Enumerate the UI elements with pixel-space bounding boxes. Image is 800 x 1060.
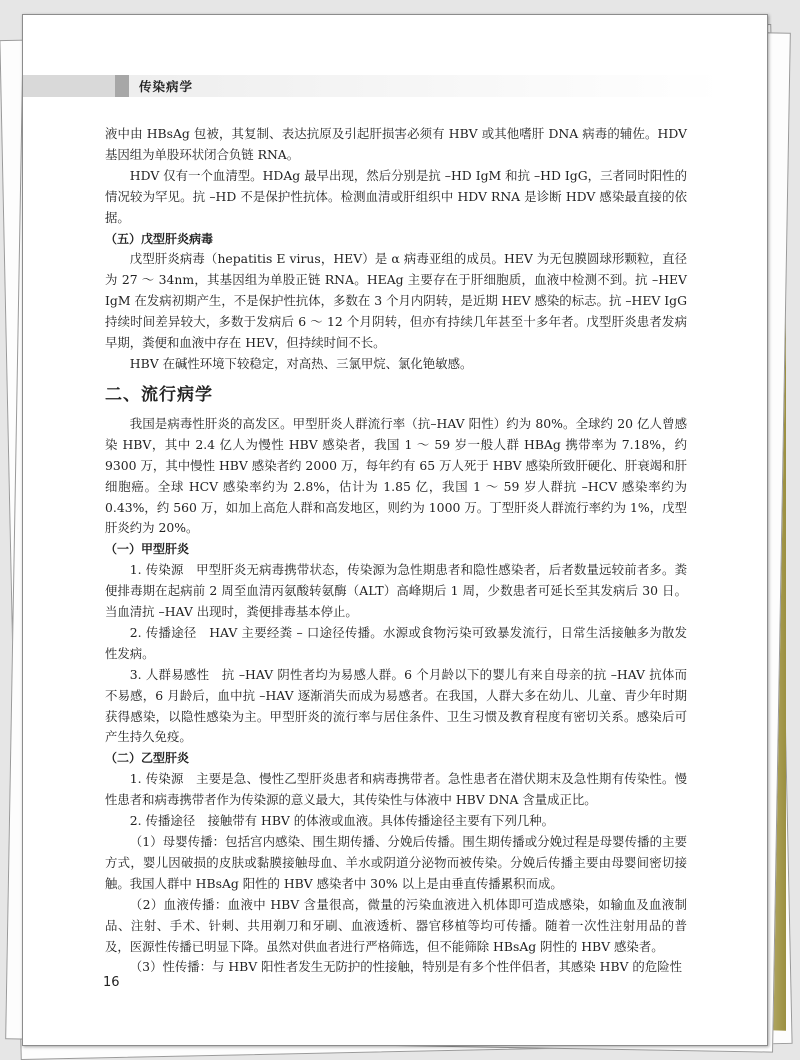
paragraph: 戊型肝炎病毒（hepatitis E virus，HEV）是 α 病毒亚组的成员。HEV 为无包膜圆球形颗粒，直径为 27 ～ 34nm，其基因组为单股正链 RNA。HEAg 主要存在于肝细胞质，血液中检测不到。抗 –HEV IgM 在发病初期产生，不是保护性抗体，多数在 3 个月内阴转，是近期 HEV 感染的标志。抗 –HEV IgG 持续时间差异较大，多数于发病后 6 ～ 12 个月阴转，但亦有持续几年甚至十多年者。戊型肝炎患者发病早期，粪便和血液中存在 HEV，但持续时间不长。 — [105, 251, 687, 351]
paragraph: 1. 传染源 甲型肝炎无病毒携带状态，传染源为急性期患者和隐性感染者，后者数量远较前者多。粪便排毒期在起病前 2 周至血清丙氨酸转氨酶（ALT）高峰期后 1 周，少数患者可延长至其发病后 30 日。当血清抗 –HAV 出现时，粪便排毒基本停止。 — [105, 562, 687, 620]
paragraph: （3）性传播：与 HBV 阳性者发生无防护的性接触，特别是有多个性伴侣者，其感染 HBV 的危险性 — [129, 959, 682, 975]
page-number: 16 — [103, 975, 120, 990]
running-header-title: 传染病学 — [139, 79, 194, 94]
paragraph: HBV 在碱性环境下较稳定，对高热、三氯甲烷、氯化铯敏感。 — [129, 355, 473, 371]
section-heading-epidemiology: 二、流行病学 — [105, 384, 213, 405]
paragraph: 2. 传播途径 HAV 主要经粪 – 口途径传播。水源或食物污染可致暴发流行，日常生活接触多为散发性发病。 — [105, 624, 687, 661]
paragraph: 液中由 HBsAg 包被，其复制、表达抗原及引起肝损害必须有 HBV 或其他嗜肝 DNA 病毒的辅佐。HDV 基因组为单股环状闭合负链 RNA。 — [105, 126, 687, 162]
paragraph: HDV 仅有一个血清型。HDAg 最早出现，然后分别是抗 –HD IgM 和抗 –HD IgG，三者同时阳性的情况较为罕见。抗 –HD 不是保护性抗体。检测血清或肝组织中 HDV RNA 是诊断 HDV 感染最直接的依据。 — [105, 167, 687, 225]
subsection-heading-hav: （一）甲型肝炎 — [105, 542, 190, 557]
paragraph: （2）血液传播：血液中 HBV 含量很高，微量的污染血液进入机体即可造成感染，如输血及血液制品、注射、手术、针刺、共用剃刀和牙刷、血液透析、器官移植等均可传播。随着一次性注射用品的普及，医源性传播已明显下降。虽然对供血者进行严格筛选，但不能筛除 HBsAg 阴性的 HBV 感染者。 — [105, 896, 687, 954]
subsection-heading-hbv: （二）乙型肝炎 — [105, 751, 190, 766]
paragraph: 2. 传播途径 接触带有 HBV 的体液或血液。具体传播途径主要有下列几种。 — [129, 813, 555, 829]
paragraph: 我国是病毒性肝炎的高发区。甲型肝炎人群流行率（抗–HAV 阳性）约为 80%。全球约 20 亿人曾感染 HBV，其中 2.4 亿人为慢性 HBV 感染者，我国 1 ～ 59 岁一般人群 HBAg 携带率为 7.18%，约 9300 万，其中慢性 HBV 感染者约 2000 万，每年约有 65 万人死于 HBV 感染所致肝硬化、肝衰竭和肝细胞癌。全球 HCV 感染率约为 2.8%，估计为 1.85 亿，我国 1 ～ 59 岁人群抗 –HCV 感染率约为 0.43%，约 560 万，如加上高危人群和高发地区，则约为 1000 万。丁型肝炎人群流行率约为 1%，戊型肝炎约为 20%。 — [105, 415, 687, 536]
page-body — [105, 124, 687, 978]
document-page — [22, 14, 768, 1046]
paragraph: 1. 传染源 主要是急、慢性乙型肝炎患者和病毒携带者。急性患者在潜伏期末及急性期有传染性。慢性患者和病毒携带者作为传染源的意义最大，其传染性与体液中 HBV DNA 含量成正比。 — [105, 771, 687, 808]
header-bar — [23, 75, 767, 97]
paragraph: 3. 人群易感性 抗 –HAV 阴性者均为易感人群。6 个月龄以下的婴儿有来自母亲的抗 –HAV 抗体而不易感，6 月龄后，血中抗 –HAV 逐渐消失而成为易感者。在我国，人群大多在幼儿、儿童、青少年时期获得感染，以隐性感染为主。甲型肝炎的流行率与居住条件、卫生习惯及教育程度有密切关系。感染后可产生持久免疫。 — [105, 666, 687, 745]
subsection-heading-hev: （五）戊型肝炎病毒 — [105, 231, 214, 246]
paragraph: （1）母婴传播：包括宫内感染、围生期传播、分娩后传播。围生期传播或分娩过程是母婴传播的主要方式，婴儿因破损的皮肤或黏膜接触母血、羊水或阴道分泌物而被传染。分娩后传播主要由母婴间密切接触。我国人群中 HBsAg 阳性的 HBV 感染者中 30% 以上是由垂直传播累积而成。 — [105, 834, 687, 891]
